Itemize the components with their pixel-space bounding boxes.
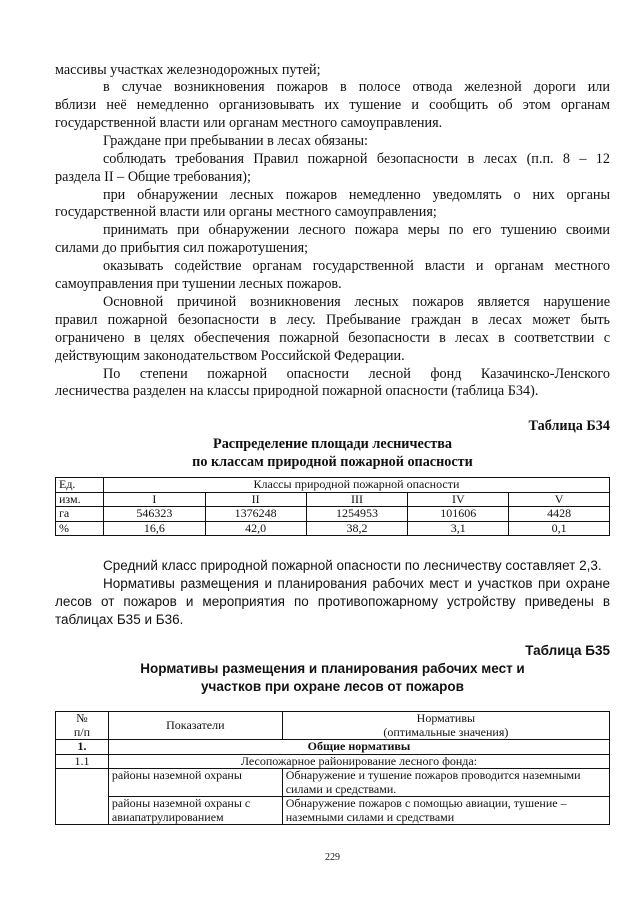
norm-line: наземными силами и средствами	[285, 809, 455, 824]
norm-header	[282, 712, 609, 740]
indicator-line: авиапатрулированием	[111, 809, 224, 824]
value-cell: 1254953	[306, 507, 408, 522]
unit-cell: га	[56, 507, 104, 522]
section-title: Общие нормативы	[108, 740, 609, 755]
table-title: участков при охране лесов от пожаров	[201, 679, 464, 694]
norm-line: силами и средствами.	[285, 781, 397, 796]
value-cell: 1376248	[205, 507, 306, 522]
num-header	[56, 712, 109, 740]
text-line: правил пожарной безопасности в лесу. Пребывание граждан в лесах может быть	[55, 312, 610, 328]
fire-class-table	[55, 477, 610, 536]
text-line: Нормативы размещения и планирования рабочих мест и участков при охране	[103, 576, 610, 591]
value-cell: 3,1	[408, 521, 509, 536]
text-line: лесничества разделен на классы природной пожарной опасности (таблица Б34).	[55, 383, 539, 399]
text-line: раздела II – Общие требования);	[55, 169, 251, 185]
norm-line: Обнаружение пожаров с помощью авиации, тушение –	[285, 796, 567, 810]
text-line: таблицах Б35 и Б36.	[55, 612, 184, 627]
value-cell: 38,2	[306, 521, 408, 536]
indicator-cell: районы наземной охраны	[108, 769, 282, 797]
text-line: вблизи неё немедленно организовывать их тушение и сообщить об этом органам	[55, 97, 610, 113]
value-cell: 16,6	[103, 521, 205, 536]
text-line: Граждане при пребывании в лесах обязаны:	[103, 133, 368, 149]
subsection-number: 1.1	[56, 754, 109, 769]
table-row	[56, 521, 610, 536]
value-cell: 0,1	[509, 521, 610, 536]
text-line: соблюдать требования Правил пожарной безопасности в лесах (п.п. 8 – 12	[103, 151, 610, 167]
unit-header: изм.	[56, 492, 104, 507]
norm-header-line: Нормативы	[416, 711, 476, 725]
class-header: IV	[408, 492, 509, 507]
text-line: Средний класс природной пожарной опасности по лесничеству составляет 2,3.	[103, 558, 602, 573]
norms-table	[55, 711, 610, 825]
indicator-cell	[108, 797, 282, 825]
class-header: I	[103, 492, 205, 507]
page-number: 229	[325, 852, 340, 863]
text-line: действующим законодательством Российской Федерации.	[55, 348, 405, 364]
text-line: По степени пожарной опасности лесной фонд Казачинско-Ленского	[103, 366, 610, 382]
norm-line: Обнаружение и тушение пожаров проводится наземными	[285, 768, 581, 782]
table-title: по классам природной пожарной опасности	[192, 454, 473, 470]
value-cell: 546323	[103, 507, 205, 522]
text-line: ограничено в целях обеспечения пожарной безопасности в лесах в соответствии с	[55, 330, 610, 346]
norm-cell	[282, 797, 609, 825]
unit-header: Ед.	[56, 478, 104, 493]
table-label: Таблица Б34	[528, 418, 610, 434]
num-header-line: п/п	[73, 724, 91, 739]
section-number: 1.	[56, 740, 109, 755]
text-line: самоуправления при тушении лесных пожаров.	[55, 276, 342, 292]
text-line: принимать при обнаружении лесного пожара меры по его тушению своими	[103, 222, 610, 238]
text-line: оказывать содействие органам государственной власти и органам местного	[103, 258, 610, 274]
norm-header-line: (оптимальные значения)	[383, 724, 509, 739]
text-line: государственной власти или органы местного самоуправления;	[55, 204, 437, 220]
table-label: Таблица Б35	[525, 643, 610, 658]
num-header-line: №	[76, 711, 88, 725]
table-title: Нормативы размещения и планирования рабочих мест и	[140, 661, 525, 676]
class-header: III	[306, 492, 408, 507]
norm-cell	[282, 769, 609, 797]
text-line: массивы участках железнодорожных путей;	[55, 62, 321, 78]
table-row	[56, 769, 610, 797]
text-line: при обнаружении лесных пожаров немедленно уведомлять о них органы	[103, 187, 610, 203]
text-line: силами до прибытия сил пожаротушения;	[55, 240, 309, 256]
text-line: Основной причиной возникновения лесных пожаров является нарушение	[103, 294, 610, 310]
unit-cell: %	[56, 521, 104, 536]
text-line: в случае возникновения пожаров в полосе отвода железной дороги или	[103, 79, 610, 95]
value-cell: 42,0	[205, 521, 306, 536]
table-row	[56, 507, 610, 522]
indicator-header: Показатели	[108, 712, 282, 740]
value-cell: 4428	[509, 507, 610, 522]
empty-cell	[56, 769, 109, 797]
group-header: Классы природной пожарной опасности	[103, 478, 609, 493]
class-header: II	[205, 492, 306, 507]
text-line: лесов от пожаров и мероприятия по противопожарному устройству приведены в	[55, 594, 610, 609]
table-row	[56, 797, 610, 825]
table-title: Распределение площади лесничества	[213, 436, 452, 452]
value-cell: 101606	[408, 507, 509, 522]
text-line: государственной власти или органам местного самоуправления.	[55, 115, 443, 131]
subsection-title: Лесопожарное районирование лесного фонда:	[108, 754, 609, 769]
empty-cell	[56, 797, 109, 825]
indicator-line: районы наземной охраны с	[111, 796, 251, 810]
class-header: V	[509, 492, 610, 507]
